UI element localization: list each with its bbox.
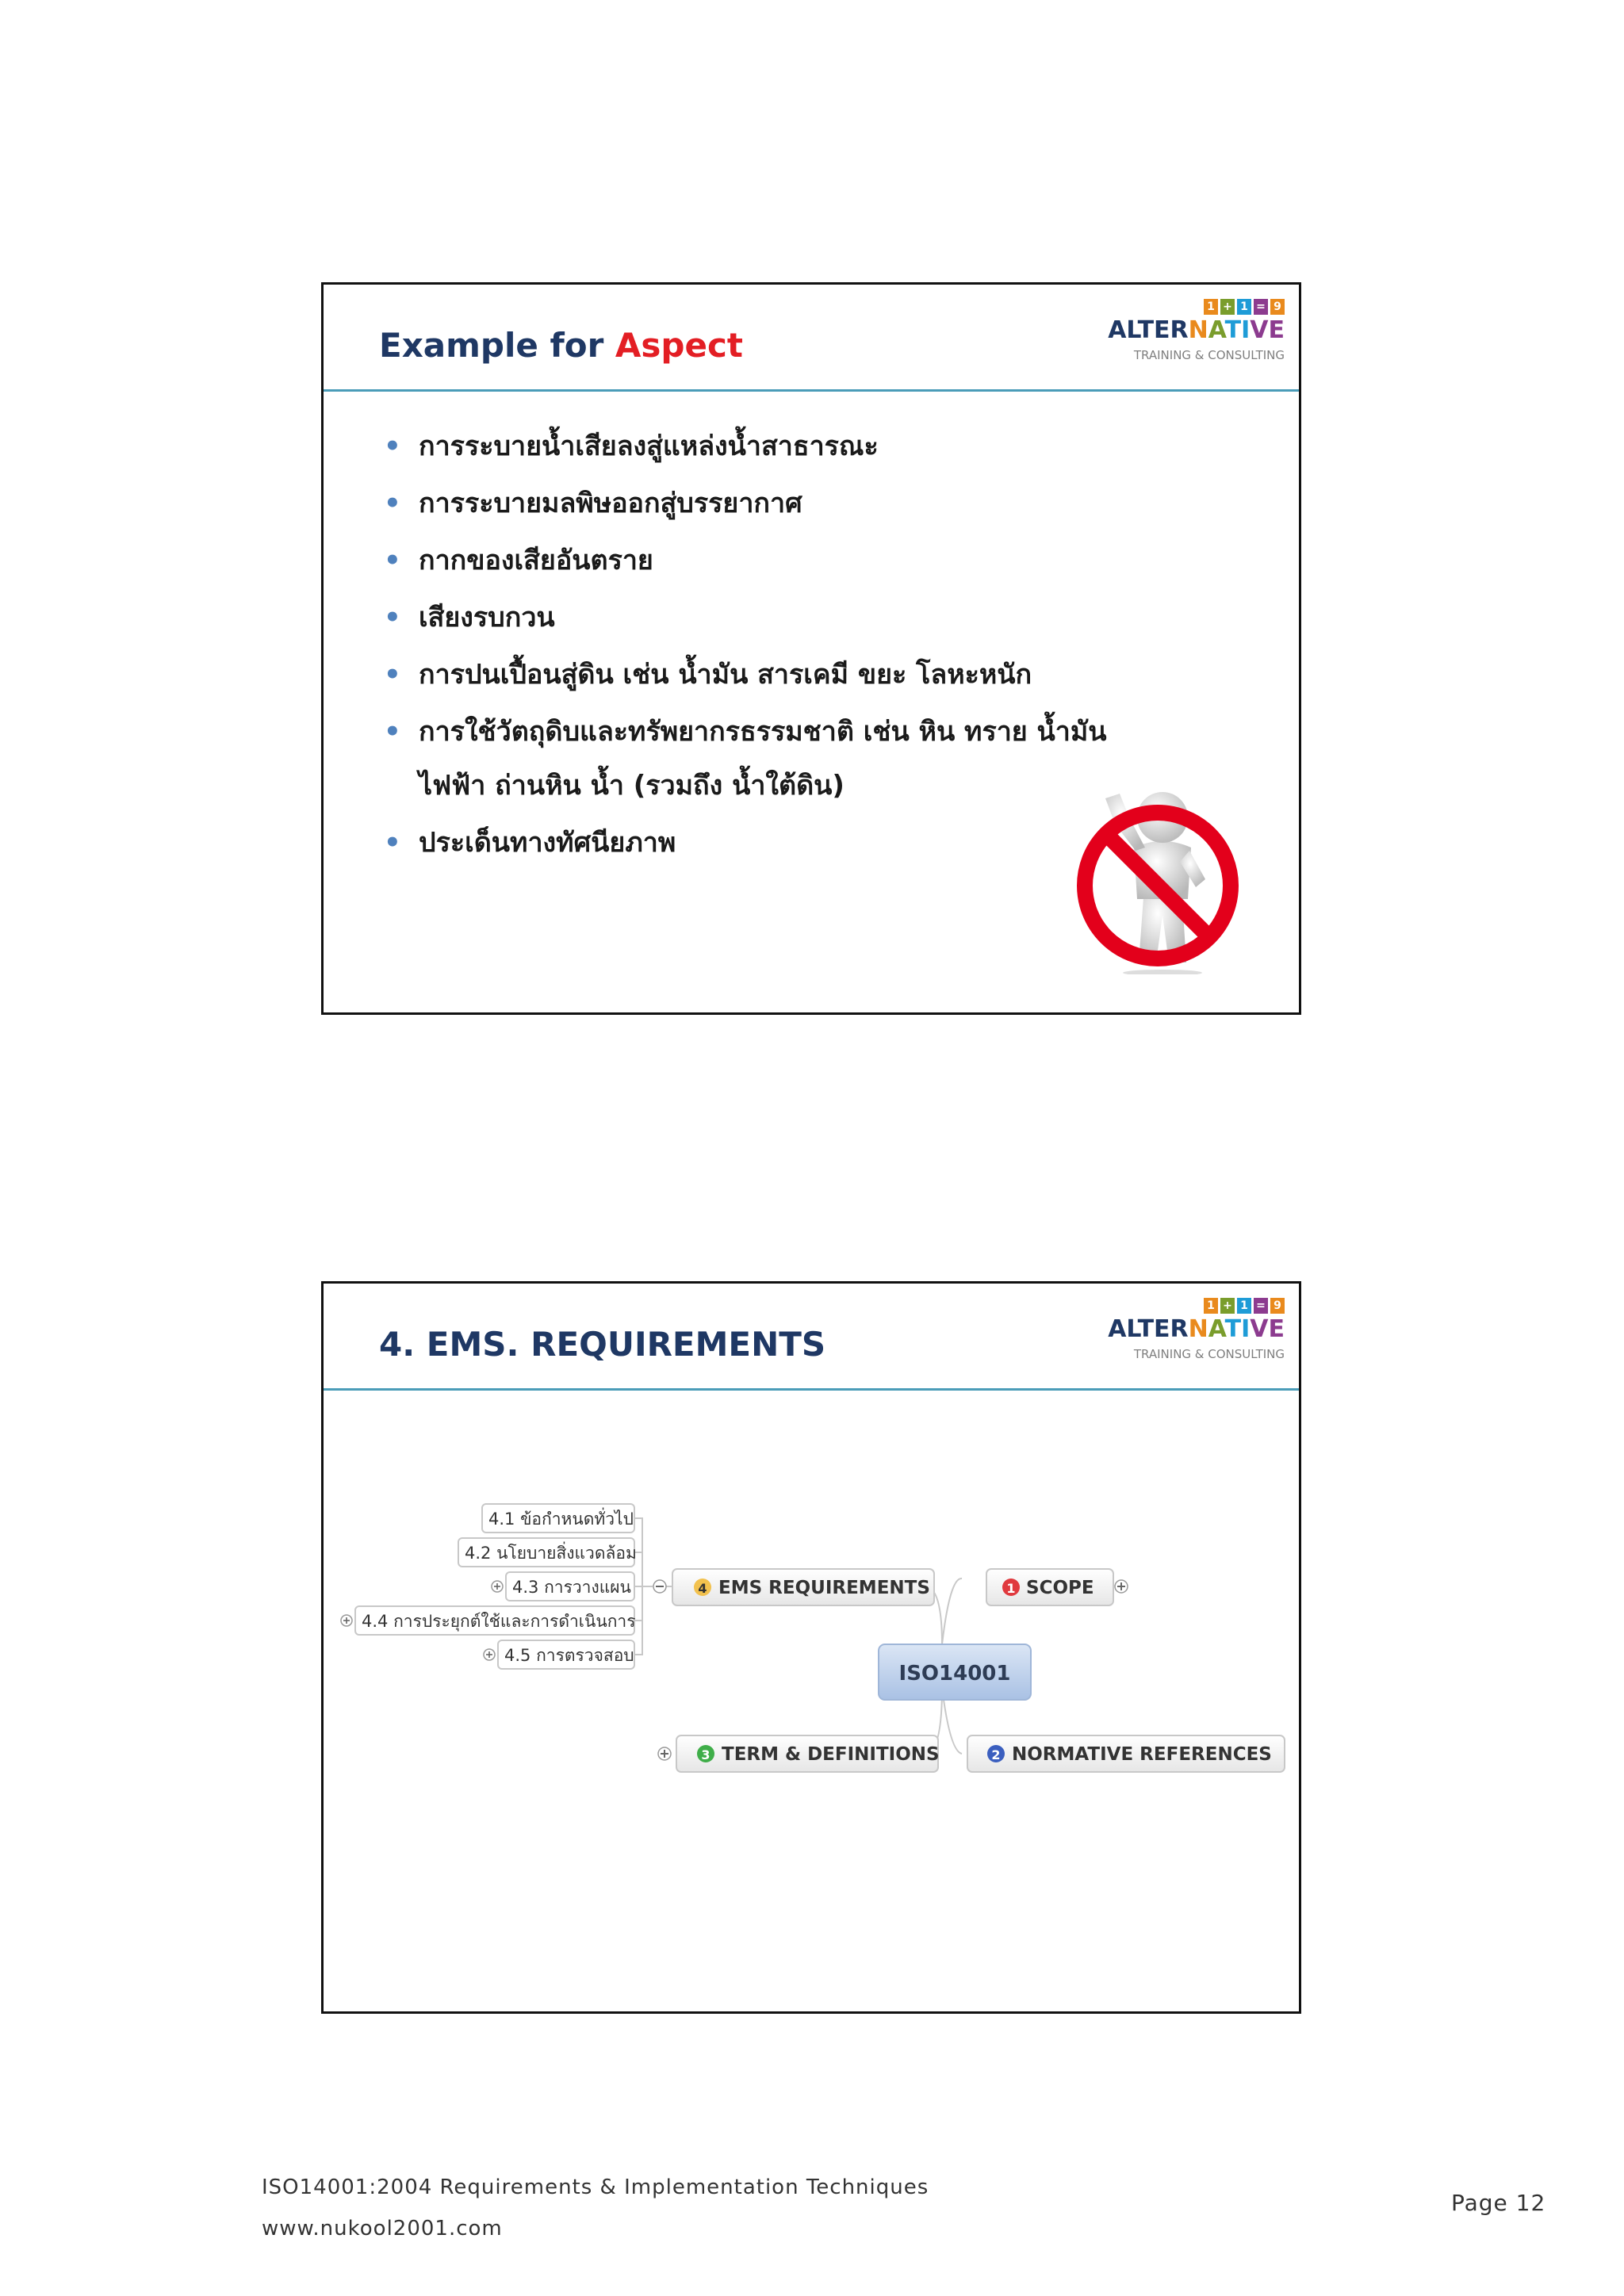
branch-ems-requirements[interactable]: [672, 1569, 934, 1605]
logo-equation: [1204, 1298, 1285, 1315]
logo-subtitle: TRAINING & CONSULTING: [1133, 348, 1285, 362]
svg-text:1: 1: [1006, 1581, 1016, 1596]
title-divider: [324, 389, 1299, 392]
list-item-continuation: ไฟฟ้า ถ่านหิน น้ำ (รวมถึง น้ำใต้ดิน): [419, 770, 845, 802]
logo-square: 9: [1270, 1298, 1285, 1314]
svg-text:4: 4: [698, 1581, 707, 1596]
svg-text:4.1 ข้อกำหนดทั่วไป: 4.1 ข้อกำหนดทั่วไป: [488, 1510, 634, 1529]
bullet-icon: •: [384, 488, 401, 519]
alternative-logo: [1108, 299, 1285, 364]
collapse-icon[interactable]: [653, 1580, 666, 1593]
title-main: Example for: [379, 326, 604, 365]
slide-title: 4. EMS. REQUIREMENTS: [379, 1325, 826, 1364]
logo-wordmark: ALTERNATIVE: [1108, 1315, 1285, 1343]
bullet-icon: •: [384, 430, 401, 462]
logo-square: 9: [1270, 299, 1285, 315]
logo-square: 1: [1204, 1298, 1218, 1314]
expand-icon[interactable]: [658, 1747, 671, 1760]
footer-document-title: ISO14001:2004 Requirements & Implementation Techniques: [262, 2175, 929, 2199]
connector-lines: [634, 1518, 962, 1754]
svg-text:3: 3: [701, 1747, 710, 1762]
svg-text:TERM & DEFINITIONS: TERM & DEFINITIONS: [722, 1744, 940, 1765]
logo-subtitle: TRAINING & CONSULTING: [1133, 1347, 1285, 1361]
svg-text:4.3 การวางแผน: 4.3 การวางแผน: [512, 1578, 631, 1597]
list-item: • การปนเปื้อนสู่ดิน เช่น น้ำมัน สารเคมี ขยะ โลหะหนัก: [379, 646, 1204, 703]
center-node-iso14001[interactable]: [879, 1644, 1031, 1700]
svg-text:ISO14001: ISO14001: [898, 1662, 1011, 1686]
logo-square: 1: [1204, 299, 1218, 315]
list-item: • ประเด็นทางทัศนียภาพ: [379, 814, 1204, 871]
sub-item-4-2[interactable]: [458, 1538, 637, 1567]
alternative-logo: [1108, 1298, 1285, 1363]
list-item: • เสียงรบกวน: [379, 589, 1204, 646]
svg-text:NORMATIVE REFERENCES: NORMATIVE REFERENCES: [1012, 1744, 1272, 1765]
expand-icon[interactable]: [341, 1615, 352, 1626]
sub-item-4-5[interactable]: [498, 1640, 634, 1669]
list-item: • กากของเสียอันตราย: [379, 532, 1204, 589]
logo-wordmark: ALTERNATIVE: [1108, 316, 1285, 344]
logo-equation: [1204, 299, 1285, 316]
footer-website-link[interactable]: www.nukool2001.com: [262, 2217, 503, 2241]
slide-ems-requirements: [321, 1281, 1301, 2014]
title-divider: [324, 1388, 1299, 1391]
svg-text:4.4 การประยุกต์ใช้และการดำเนิน: 4.4 การประยุกต์ใช้และการดำเนินการ: [362, 1612, 636, 1631]
bullet-icon: •: [384, 602, 401, 633]
list-item: • การระบายน้ำเสียลงสู่แหล่งน้ำสาธารณะ: [379, 418, 1204, 475]
slide-aspect-examples: [321, 282, 1301, 1015]
expand-icon[interactable]: [1115, 1580, 1128, 1593]
logo-square: 1: [1237, 1298, 1251, 1314]
prohibition-figure-icon: [1069, 768, 1259, 974]
logo-square: =: [1254, 1298, 1268, 1314]
svg-text:4.2 นโยบายสิ่งแวดล้อม: 4.2 นโยบายสิ่งแวดล้อม: [465, 1544, 637, 1563]
bullet-icon: •: [384, 716, 401, 748]
title-accent: Aspect: [615, 326, 743, 365]
bullet-icon: •: [384, 545, 401, 576]
svg-text:SCOPE: SCOPE: [1026, 1578, 1094, 1598]
sub-item-4-1[interactable]: [482, 1504, 634, 1533]
svg-text:EMS REQUIREMENTS: EMS REQUIREMENTS: [718, 1578, 930, 1598]
logo-square: =: [1254, 299, 1268, 315]
sub-item-4-3[interactable]: [506, 1572, 634, 1601]
iso14001-mind-map: [324, 1402, 1304, 1989]
sub-item-4-4[interactable]: [355, 1606, 636, 1635]
logo-square: +: [1220, 1298, 1235, 1314]
list-item: • การระบายมลพิษออกสู่บรรยากาศ: [379, 475, 1204, 532]
branch-normative-references[interactable]: [967, 1735, 1285, 1772]
bullet-icon: •: [384, 659, 401, 691]
list-item: • การใช้วัตถุดิบและทรัพยากรธรรมชาติ เช่น หิน ทราย น้ำมัน ไฟฟ้า ถ่านหิน น้ำ (รวมถึง น้ำใต้ดิน): [379, 703, 1204, 814]
branch-scope[interactable]: [986, 1569, 1113, 1605]
page-number: Page 12: [1451, 2190, 1546, 2216]
expand-icon[interactable]: [492, 1581, 503, 1592]
logo-square: 1: [1237, 299, 1251, 315]
slide-title: [379, 326, 743, 365]
branch-term-definitions[interactable]: [676, 1735, 940, 1772]
expand-icon[interactable]: [484, 1649, 495, 1660]
svg-text:4.5 การตรวจสอบ: 4.5 การตรวจสอบ: [504, 1646, 634, 1665]
svg-text:2: 2: [991, 1747, 1001, 1762]
logo-square: +: [1220, 299, 1235, 315]
bullet-icon: •: [384, 827, 401, 859]
